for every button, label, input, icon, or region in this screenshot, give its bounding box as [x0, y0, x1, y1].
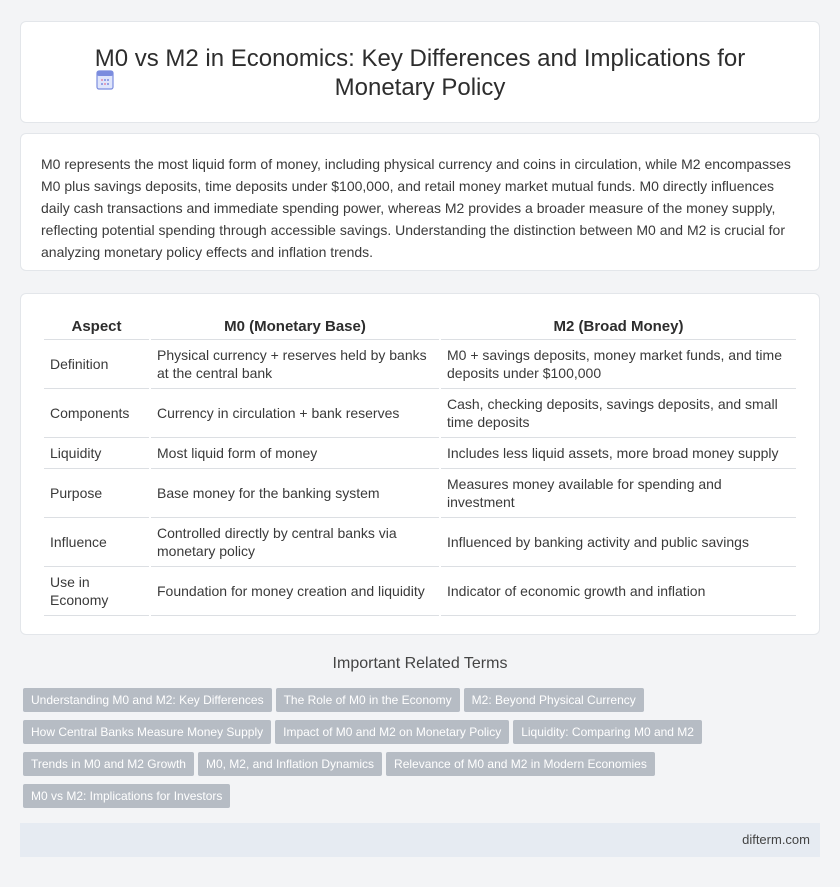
header-m2: M2 (Broad Money): [441, 312, 796, 340]
table-row: [44, 340, 796, 389]
table-row: [44, 518, 796, 567]
row-aspect: Definition: [44, 340, 149, 389]
related-tag[interactable]: M0 vs M2: Implications for Investors: [23, 784, 230, 808]
table-header-row: [44, 312, 796, 340]
related-tag[interactable]: Relevance of M0 and M2 in Modern Economies: [386, 752, 655, 776]
row-m0: Most liquid form of money: [151, 438, 439, 469]
footer-site-link[interactable]: difterm.com: [742, 832, 810, 847]
table-row: [44, 567, 796, 616]
related-tag[interactable]: M0, M2, and Inflation Dynamics: [198, 752, 382, 776]
header-card: [20, 21, 820, 123]
row-m2: Indicator of economic growth and inflation: [441, 567, 796, 616]
related-tag[interactable]: The Role of M0 in the Economy: [276, 688, 460, 712]
page-title: M0 vs M2 in Economics: Key Differences and Implications for Monetary Policy: [94, 45, 746, 101]
row-m0: Controlled directly by central banks via monetary policy: [151, 518, 439, 567]
related-tag[interactable]: How Central Banks Measure Money Supply: [23, 720, 271, 744]
row-aspect: Use in Economy: [44, 567, 149, 616]
comparison-table-card: [20, 293, 820, 635]
row-aspect: Influence: [44, 518, 149, 567]
table-row: [44, 438, 796, 469]
row-aspect: Purpose: [44, 469, 149, 518]
footer: [20, 823, 820, 857]
row-m0: Foundation for money creation and liquidity: [151, 567, 439, 616]
row-m2: Influenced by banking activity and public savings: [441, 518, 796, 567]
related-terms-title: Important Related Terms: [332, 655, 508, 672]
row-m0: Physical currency + reserves held by banks at the central bank: [151, 340, 439, 389]
row-m0: Currency in circulation + bank reserves: [151, 389, 439, 438]
related-tag[interactable]: Understanding M0 and M2: Key Differences: [23, 688, 272, 712]
related-tag[interactable]: Liquidity: Comparing M0 and M2: [513, 720, 702, 744]
row-aspect: Liquidity: [44, 438, 149, 469]
row-m2: Includes less liquid assets, more broad money supply: [441, 438, 796, 469]
table-row: [44, 469, 796, 518]
row-aspect: Components: [44, 389, 149, 438]
related-tags: [23, 688, 813, 816]
row-m2: Measures money available for spending and investment: [441, 469, 796, 518]
header-aspect: Aspect: [44, 312, 149, 340]
comparison-table: [42, 312, 798, 616]
intro-paragraph: M0 represents the most liquid form of money, including physical currency and coins in circulation, while M2 encompasses M0 plus savings deposits, time deposits under $100,000, and retail money market mutual funds. M0 directly influences daily cash transactions and immediate spending power, whereas M2 provides a broader measure of the money supply, reflecting potential spending through accessible savings. Understanding the distinction between M0 and M2 is crucial for analyzing monetary policy effects and inflation trends.: [41, 156, 791, 260]
row-m2: M0 + savings deposits, money market funds, and time deposits under $100,000: [441, 340, 796, 389]
header-m0: M0 (Monetary Base): [151, 312, 439, 340]
intro-card: [20, 133, 820, 271]
row-m2: Cash, checking deposits, savings deposits, and small time deposits: [441, 389, 796, 438]
row-m0: Base money for the banking system: [151, 469, 439, 518]
related-tag[interactable]: Trends in M0 and M2 Growth: [23, 752, 194, 776]
table-row: [44, 389, 796, 438]
related-tag[interactable]: Impact of M0 and M2 on Monetary Policy: [275, 720, 509, 744]
related-tag[interactable]: M2: Beyond Physical Currency: [464, 688, 644, 712]
